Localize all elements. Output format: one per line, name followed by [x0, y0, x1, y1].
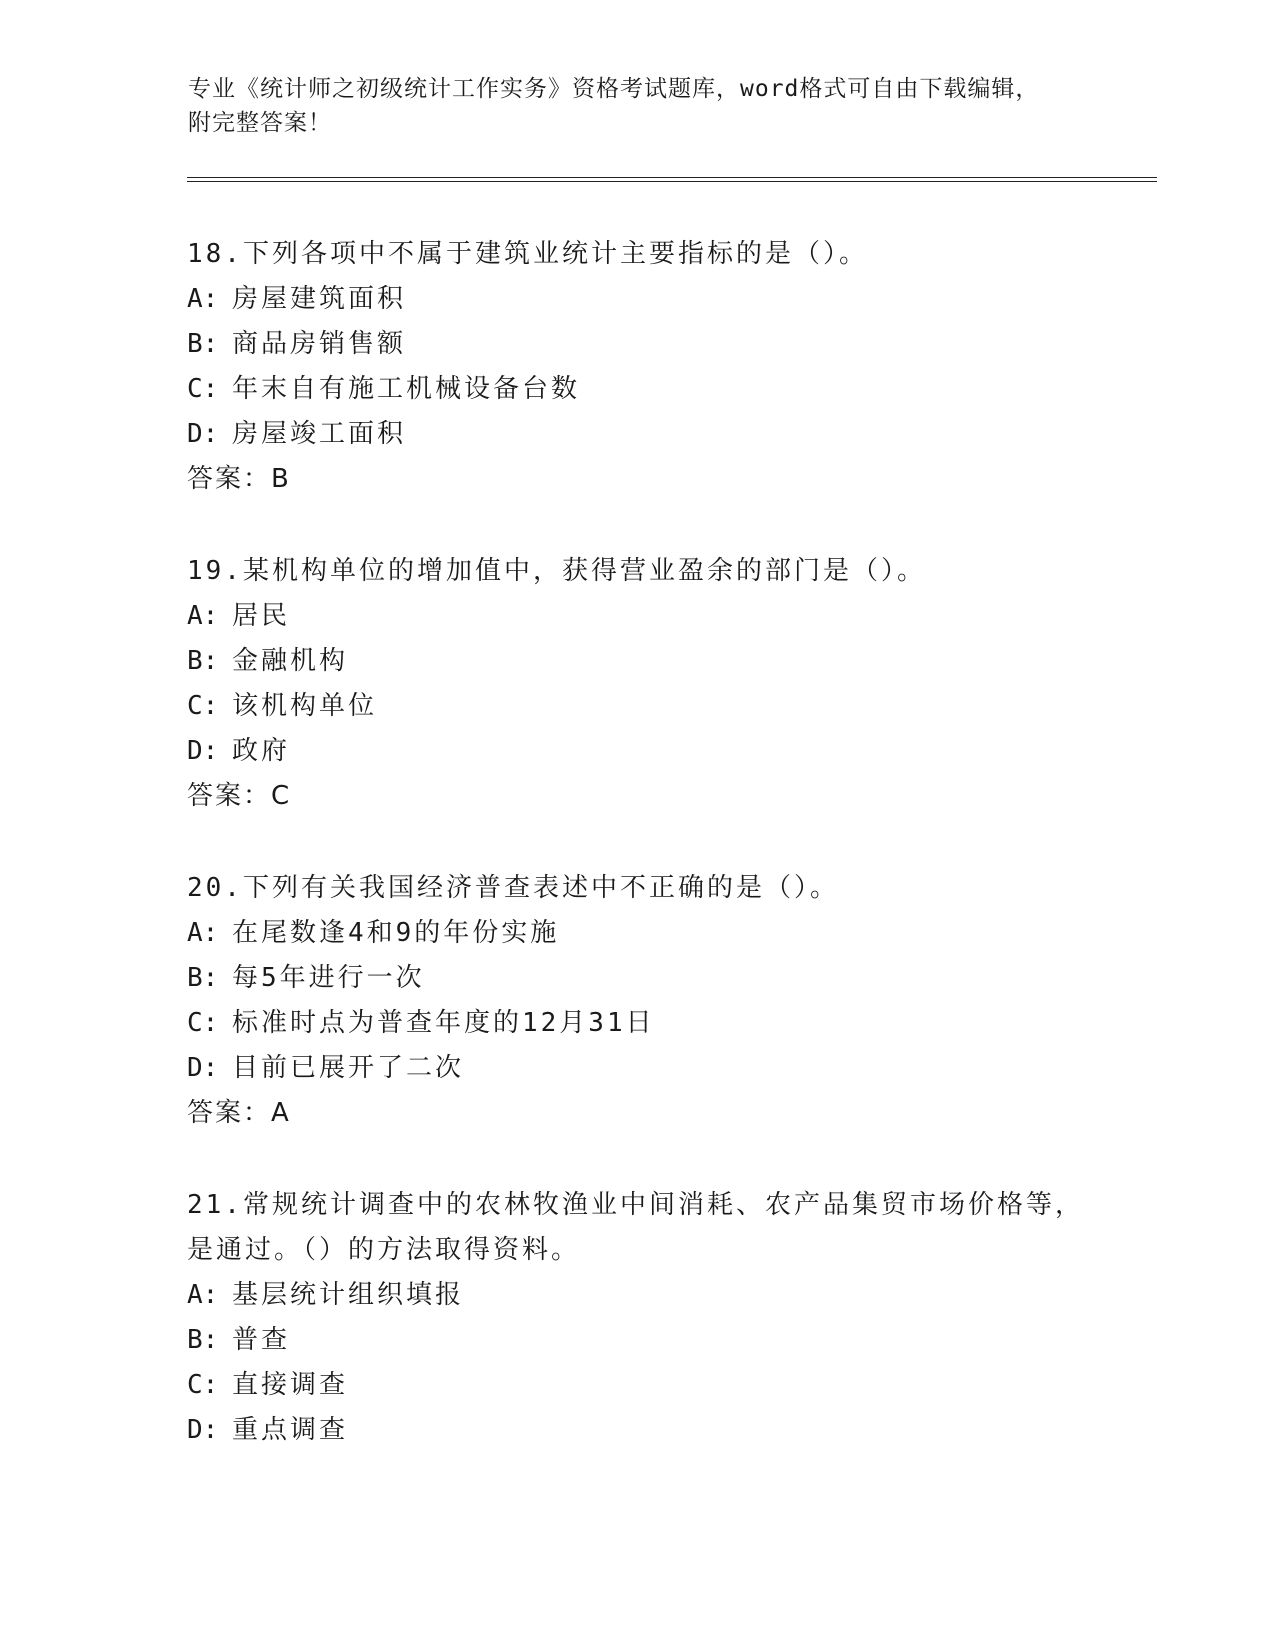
- option-key: C:: [187, 1370, 219, 1400]
- option-text: 该机构单位: [232, 691, 378, 721]
- option-c: [187, 1363, 1087, 1408]
- question-stem: 18.下列各项中不属于建筑业统计主要指标的是（）。: [187, 239, 868, 269]
- option-d: [187, 729, 1087, 774]
- question-stem: 20.下列有关我国经济普查表述中不正确的是（）。: [187, 873, 839, 903]
- option-text: 标准时点为普查年度的12月31日: [232, 1008, 655, 1038]
- option-text: 金融机构: [232, 646, 349, 676]
- option-text: 直接调查: [232, 1370, 349, 1400]
- option-b: [187, 956, 1087, 1001]
- option-key: A:: [187, 284, 219, 314]
- option-text: 居民: [232, 601, 291, 631]
- option-key: B:: [187, 646, 219, 676]
- option-key: D:: [187, 1053, 219, 1083]
- option-text: 年末自有施工机械设备台数: [232, 374, 581, 404]
- question-18: [187, 232, 1087, 502]
- header-line-1: 专业《统计师之初级统计工作实务》资格考试题库，word格式可自由下载编辑，: [188, 76, 1040, 102]
- option-a: [187, 1273, 1087, 1318]
- option-text: 房屋建筑面积: [232, 284, 407, 314]
- option-key: A:: [187, 1280, 219, 1310]
- option-text: 普查: [232, 1325, 291, 1355]
- option-b: [187, 639, 1087, 684]
- answer-value: B: [271, 464, 291, 494]
- answer-line: [187, 1091, 1087, 1136]
- option-key: A:: [187, 918, 219, 948]
- option-key: D:: [187, 736, 219, 766]
- option-d: [187, 412, 1087, 457]
- question-stem-line-1: 21.常规统计调查中的农林牧渔业中间消耗、农产品集贸市场价格等，: [187, 1190, 1084, 1220]
- option-c: [187, 367, 1087, 412]
- option-key: C:: [187, 1008, 219, 1038]
- option-b: [187, 322, 1087, 367]
- question-19: [187, 549, 1087, 819]
- option-a: [187, 911, 1087, 956]
- answer-label: 答案：: [187, 781, 272, 811]
- header-divider-bottom: [187, 181, 1157, 182]
- document-header: [188, 72, 1088, 140]
- question-21: [187, 1183, 1087, 1453]
- answer-value: A: [271, 1098, 291, 1128]
- option-key: D:: [187, 419, 219, 449]
- option-d: [187, 1046, 1087, 1091]
- question-20: [187, 866, 1087, 1136]
- option-key: B:: [187, 963, 219, 993]
- header-line-2: 附完整答案！: [188, 110, 332, 136]
- option-text: 基层统计组织填报: [232, 1280, 465, 1310]
- option-a: [187, 277, 1087, 322]
- option-c: [187, 684, 1087, 729]
- option-key: C:: [187, 374, 219, 404]
- answer-label: 答案：: [187, 464, 272, 494]
- option-b: [187, 1318, 1087, 1363]
- option-c: [187, 1001, 1087, 1046]
- option-text: 房屋竣工面积: [232, 419, 407, 449]
- option-d: [187, 1408, 1087, 1453]
- option-a: [187, 594, 1087, 639]
- option-key: A:: [187, 601, 219, 631]
- option-text: 在尾数逢4和9的年份实施: [232, 918, 560, 948]
- answer-value: C: [271, 781, 292, 811]
- option-text: 每5年进行一次: [232, 963, 425, 993]
- question-stem: 19.某机构单位的增加值中，获得营业盈余的部门是（）。: [187, 556, 926, 586]
- answer-line: [187, 457, 1087, 502]
- option-key: D:: [187, 1415, 219, 1445]
- option-key: B:: [187, 1325, 219, 1355]
- answer-label: 答案：: [187, 1098, 272, 1128]
- answer-line: [187, 774, 1087, 819]
- option-text: 目前已展开了二次: [232, 1053, 465, 1083]
- option-key: B:: [187, 329, 219, 359]
- option-key: C:: [187, 691, 219, 721]
- option-text: 重点调查: [232, 1415, 349, 1445]
- option-text: 商品房销售额: [232, 329, 407, 359]
- header-divider-top: [187, 177, 1157, 178]
- question-stem-line-2: 是通过。（）的方法取得资料。: [187, 1235, 581, 1265]
- option-text: 政府: [232, 736, 291, 766]
